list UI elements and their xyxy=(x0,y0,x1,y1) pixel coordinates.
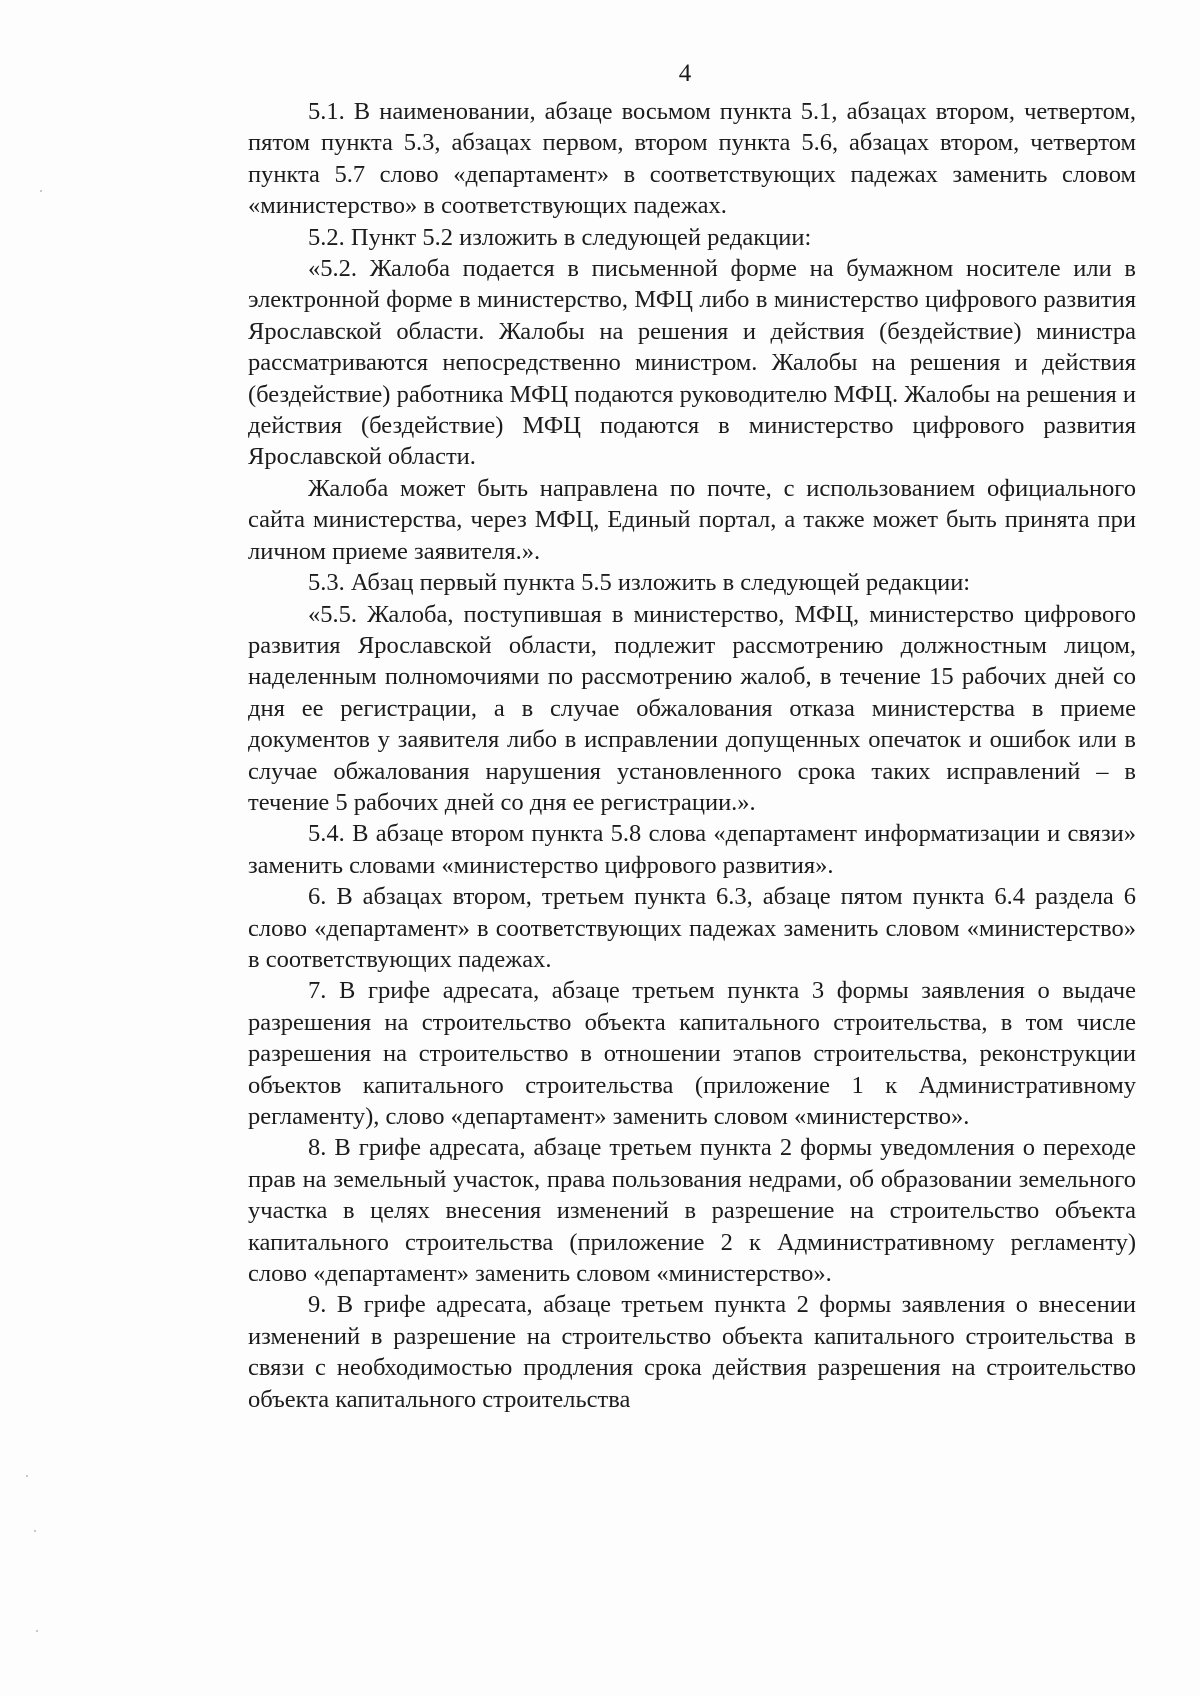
scan-artifact xyxy=(36,1630,38,1632)
scan-artifact xyxy=(26,1475,28,1477)
paragraph-6: 6. В абзацах втором, третьем пункта 6.3, абзаце пятом пункта 6.4 раздела 6 слово «департамент» в соответствующих падежах заменить словом «министерство» в соответствующих падежах. xyxy=(248,883,1136,973)
paragraph-5-2-continued: Жалоба может быть направлена по почте, с использованием официального сайта министерства, через МФЦ, Единый портал, а также может быть принята при личном приеме заявителя.». xyxy=(248,474,1136,565)
scan-artifact xyxy=(40,190,42,192)
paragraph-5-2-text: «5.2. Жалоба подается в письменной форме на бумажном носителе или в электронной форме в министерство, МФЦ либо в министерство цифрового развития Ярославской области. Жалобы на решения и действия (бездействие) министра рассматриваются непосредственно министром. Жалобы на решения и действия (бездействие) работника МФЦ подаются руководителю МФЦ. Жалобы на решения и действия (бездействие) МФЦ подаются в министерство цифрового развития Ярославской области. xyxy=(248,255,1136,471)
paragraph-8: 8. В грифе адресата, абзаце третьем пункта 2 формы уведомления о переходе прав на земельный участок, права пользования недрами, об образовании земельного участка в целях внесения изменений в разрешение на строительство объекта капитального строительства (приложение 2 к Административному регламенту) слово «департамент» заменить словом «министерство». xyxy=(248,1134,1136,1288)
scan-artifact xyxy=(34,1530,36,1532)
paragraph-5-1: 5.1. В наименовании, абзаце восьмом пункта 5.1, абзацах втором, четвертом, пятом пункта 5.3, абзацах первом, втором пункта 5.6, абзацах втором, четвертом пункта 5.7 слово «департамент» в соответствующих падежах заменить словом «министерство» в соответствующих падежах. xyxy=(248,98,1136,220)
paragraph-5-2-intro: 5.2. Пункт 5.2 изложить в следующей редакции: xyxy=(308,223,812,251)
page-number: 4 xyxy=(678,60,692,87)
paragraph-5-4: 5.4. В абзаце втором пункта 5.8 слова «департамент информатизации и связи» заменить словами «министерство цифрового развития». xyxy=(248,820,1136,879)
paragraph-5-5-text: «5.5. Жалоба, поступившая в министерство, МФЦ, министерство цифрового развития Ярославской области, подлежит рассмотрению должностным лицом, наделенным полномочиями по рассмотрению жалоб, в течение 15 рабочих дней со дня ее регистрации, а в случае обжалования отказа министерства в приеме документов у заявителя либо в исправлении допущенных опечаток и ошибок или в случае обжалования нарушения установленного срока таких исправлений – в течение 5 рабочих дней со дня ее регистрации.». xyxy=(248,600,1136,816)
paragraph-5-3-intro: 5.3. Абзац первый пункта 5.5 изложить в следующей редакции: xyxy=(308,569,971,597)
document-body xyxy=(248,96,1136,1415)
paragraph-7: 7. В грифе адресата, абзаце третьем пункта 3 формы заявления о выдаче разрешения на строительство объекта капитального строительства, в том числе разрешения на строительство в отношении этапов строительства, реконструкции объектов капитального строительства (приложение 1 к Административному регламенту), слово «департамент» заменить словом «министерство». xyxy=(248,977,1136,1130)
paragraph-9: 9. В грифе адресата, абзаце третьем пункта 2 формы заявления о внесении изменений в разрешение на строительство объекта капитального строительства в связи с необходимостью продления срока действия разрешения на строительство объекта капитального строительства xyxy=(248,1291,1136,1413)
